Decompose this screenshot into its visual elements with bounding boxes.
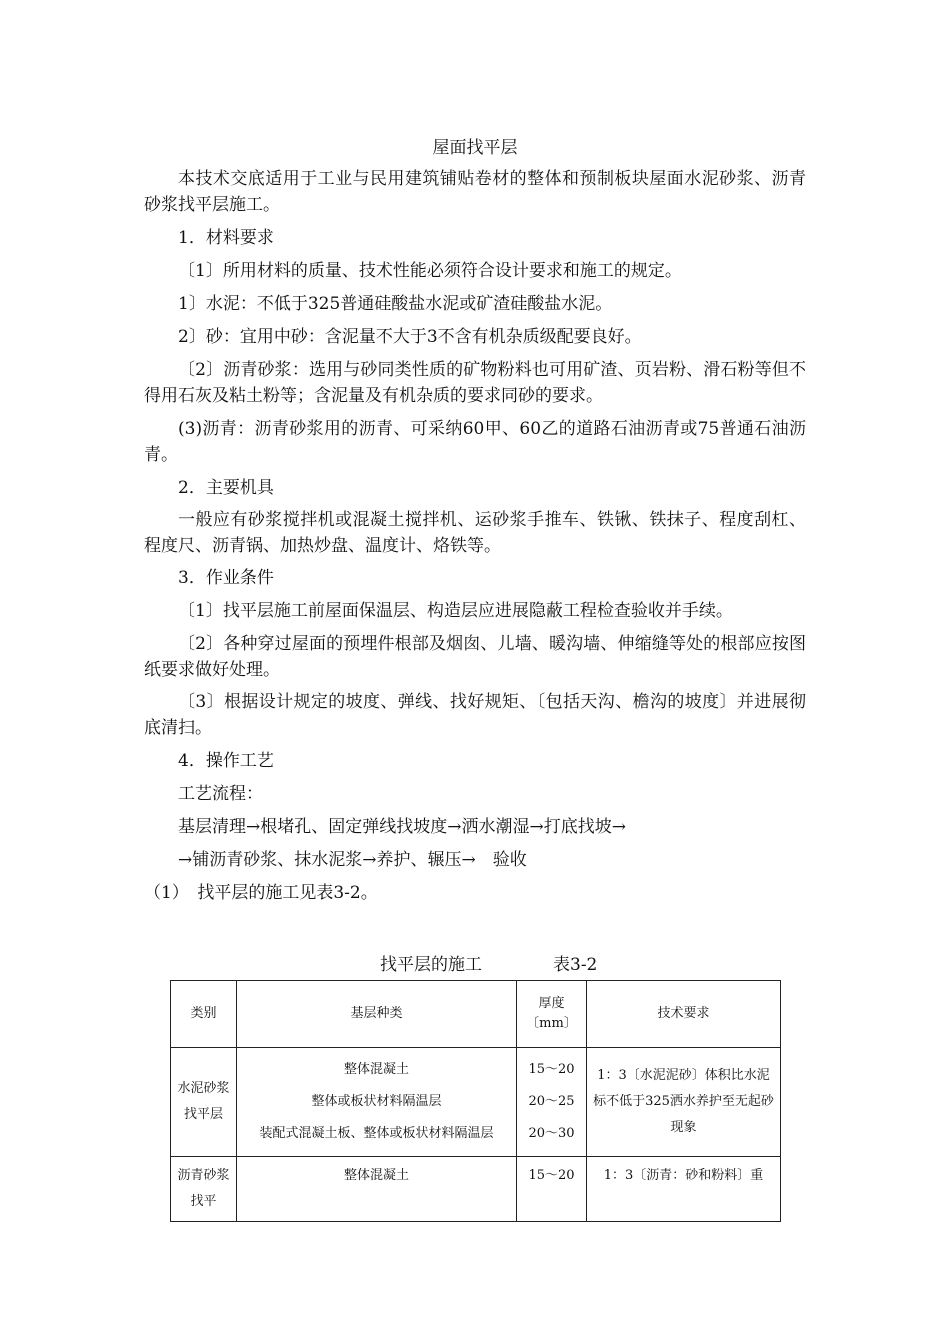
cell-base-types xyxy=(237,1048,517,1157)
section-2-paragraph: 一般应有砂浆搅拌机或混凝土搅拌机、运砂浆手推车、铁锹、铁抹子、程度刮杠、程度尺、沥青锅、加热炒盘、温度计、烙铁等。 xyxy=(144,510,806,556)
base-type-item: 整体或板状材料隔温层 xyxy=(311,1094,442,1109)
table-row xyxy=(171,1157,781,1222)
table-row xyxy=(171,1048,781,1157)
section-1-item-cement: 1〕水泥：不低于325普通硅酸盐水泥或矿渣硅酸盐水泥。 xyxy=(178,294,613,314)
thickness-item: 20～25 xyxy=(528,1094,575,1109)
cell-thickness xyxy=(517,1157,587,1222)
section-3-item-2: 〔2〕各种穿过屋面的预埋件根部及烟囱、儿墙、暖沟墙、伸缩缝等处的根部应按图纸要求做好处理。 xyxy=(144,634,806,680)
section-2-heading: 2．主要机具 xyxy=(178,478,274,498)
base-type-item: 装配式混凝土板、整体或板状材料隔温层 xyxy=(259,1126,494,1141)
header-thickness: 厚度〔mm〕 xyxy=(517,981,587,1048)
header-requirement: 技术要求 xyxy=(587,981,781,1048)
base-type-item: 整体混凝土 xyxy=(343,1168,409,1183)
section-1-item-asphalt-mortar: 〔2〕沥青砂浆：选用与砂同类性质的矿物粉料也可用矿渣、页岩粉、滑石粉等但不得用石灰及粘土粉等；含泥量及有机杂质的要求同砂的要求。 xyxy=(144,360,806,406)
section-3-item-3: 〔3〕根据设计规定的坡度、弹线、找好规矩、〔包括天沟、檐沟的坡度〕并进展彻底清扫。 xyxy=(144,692,806,738)
thickness-item: 15～20 xyxy=(528,1168,575,1183)
section-3-item-1: 〔1〕找平层施工前屋面保温层、构造层应进展隐蔽工程检查验收并手续。 xyxy=(178,601,733,621)
thickness-item: 15～20 xyxy=(528,1062,575,1077)
table-caption-number: 表3-2 xyxy=(553,955,598,975)
section-1-heading: 1．材料要求 xyxy=(178,228,274,248)
header-base-type: 基层种类 xyxy=(237,981,517,1048)
cell-category: 水泥砂浆找平层 xyxy=(171,1048,237,1157)
table-reference-note: （1） 找平层的施工见表3-2。 xyxy=(144,883,378,903)
base-type-item: 整体混凝土 xyxy=(343,1062,409,1077)
cell-requirement: 1：3〔沥青：砂和粉料〕重 xyxy=(587,1157,781,1222)
intro-paragraph: 本技术交底适用于工业与民用建筑铺贴卷材的整体和预制板块屋面水泥砂浆、沥青砂浆找平层施工。 xyxy=(144,169,806,215)
process-flow-label: 工艺流程： xyxy=(178,784,263,804)
thickness-item: 20～30 xyxy=(528,1126,575,1141)
section-4-heading: 4．操作工艺 xyxy=(178,751,274,771)
table-header-row xyxy=(171,981,781,1048)
process-flow-line-2: →铺沥青砂浆、抹水泥浆→养护、辗压→ 验收 xyxy=(178,850,527,870)
section-1-item-sand: 2〕砂：宜用中砂：含泥量不大于3不含有机杂质级配要良好。 xyxy=(178,327,642,347)
process-flow-line-1: 基层清理→根堵孔、固定弹线找坡度→洒水潮湿→打底找坡→ xyxy=(178,817,626,837)
header-category: 类别 xyxy=(171,981,237,1048)
section-1-item-1: 〔1〕所用材料的质量、技术性能必须符合设计要求和施工的规定。 xyxy=(178,261,682,281)
construction-table xyxy=(170,980,781,1222)
document-title: 屋面找平层 xyxy=(432,138,518,158)
cell-requirement: 1：3〔水泥泥砂〕体积比水泥标不低于325洒水养护至无起砂现象 xyxy=(587,1048,781,1157)
section-3-heading: 3．作业条件 xyxy=(178,568,274,588)
cell-category: 沥青砂浆找平 xyxy=(171,1157,237,1222)
table-caption-title: 找平层的施工 xyxy=(380,955,482,975)
cell-base-types xyxy=(237,1157,517,1222)
section-1-item-asphalt: (3)沥青：沥青砂浆用的沥青、可采纳60甲、60乙的道路石油沥青或75普通石油沥青。 xyxy=(144,419,806,465)
cell-thickness xyxy=(517,1048,587,1157)
